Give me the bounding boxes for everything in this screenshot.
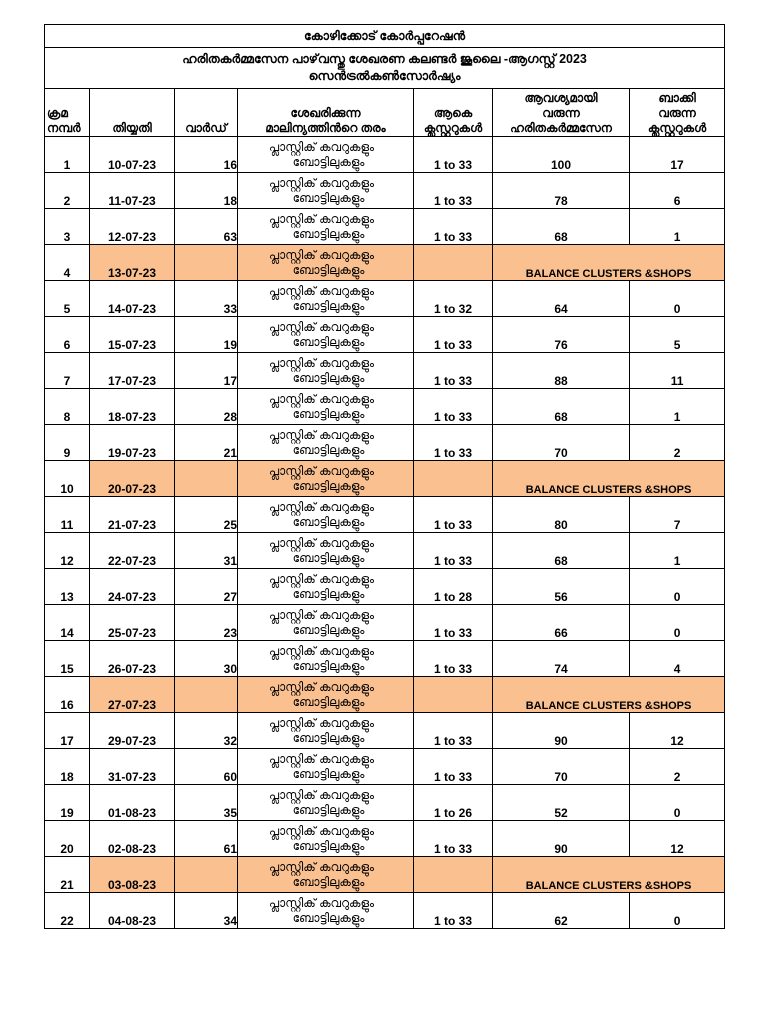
serial-number-cell: 14: [45, 605, 90, 641]
title-row: [45, 25, 725, 48]
waste-type-line-2: ബോട്ടിലുകളും: [292, 622, 365, 637]
serial-number-cell: 17: [45, 713, 90, 749]
table-row: [45, 281, 725, 317]
total-clusters-cell: [414, 461, 493, 497]
waste-type-line-2: ബോട്ടിലുകളും: [292, 802, 365, 817]
remaining-clusters-cell: 7: [630, 497, 725, 533]
table-row: [45, 461, 725, 497]
waste-type-line-1: പ്ലാസ്റ്റിക് കവറുകളും: [268, 463, 375, 478]
table-row: [45, 605, 725, 641]
ward-cell: [175, 857, 238, 893]
subtitle-line-1: ഹരിതകർമ്മസേന പാഴ്‌വസ്തു ശേഖരണ കലണ്ടർ ജൂലൈ -ആഗസ്റ്റ് 2023: [182, 52, 587, 66]
serial-number-cell: 10: [45, 461, 90, 497]
waste-type-cell: [238, 713, 414, 749]
remaining-clusters-cell: 5: [630, 317, 725, 353]
remaining-clusters-cell: 0: [630, 785, 725, 821]
table-row: [45, 353, 725, 389]
date-cell: 17-07-23: [90, 353, 175, 389]
ward-cell: 33: [175, 281, 238, 317]
total-clusters-cell: 1 to 33: [414, 533, 493, 569]
total-clusters-cell: 1 to 33: [414, 821, 493, 857]
header-row: [45, 89, 725, 137]
table-row: [45, 389, 725, 425]
waste-type-cell: [238, 749, 414, 785]
total-clusters-cell: 1 to 32: [414, 281, 493, 317]
column-header-date: തിയ്യതി: [90, 89, 175, 137]
waste-type-line-2: ബോട്ടിലുകളും: [292, 910, 365, 925]
date-cell: 14-07-23: [90, 281, 175, 317]
table-row: [45, 821, 725, 857]
waste-type-line-1: പ്ലാസ്റ്റിക് കവറുകളും: [268, 247, 375, 262]
serial-number-cell: 4: [45, 245, 90, 281]
serial-number-cell: 7: [45, 353, 90, 389]
total-clusters-cell: 1 to 33: [414, 713, 493, 749]
required-hks-cell: 62: [493, 893, 630, 929]
waste-type-line-2: ബോട്ടിലുകളും: [292, 334, 365, 349]
waste-type-line-2: ബോട്ടിലുകളും: [292, 298, 365, 313]
balance-clusters-shops-cell: BALANCE CLUSTERS &SHOPS: [493, 461, 725, 497]
waste-type-line-1: പ്ലാസ്റ്റിക് കവറുകളും: [268, 391, 375, 406]
waste-type-line-1: പ്ലാസ്റ്റിക് കവറുകളും: [268, 751, 375, 766]
waste-type-cell: [238, 677, 414, 713]
waste-type-cell: [238, 353, 414, 389]
waste-type-cell: [238, 245, 414, 281]
remaining-clusters-cell: 0: [630, 569, 725, 605]
total-clusters-cell: 1 to 33: [414, 497, 493, 533]
waste-type-cell: [238, 173, 414, 209]
column-header-remaining-clusters: ബാക്കി വരുന്ന ക്ലസ്റ്ററുകൾ: [630, 89, 725, 137]
ward-cell: 35: [175, 785, 238, 821]
required-hks-cell: 90: [493, 821, 630, 857]
balance-clusters-shops-cell: BALANCE CLUSTERS &SHOPS: [493, 857, 725, 893]
remaining-clusters-cell: 2: [630, 749, 725, 785]
serial-number-cell: 3: [45, 209, 90, 245]
remaining-clusters-cell: 17: [630, 137, 725, 173]
required-hks-cell: 100: [493, 137, 630, 173]
table-row: [45, 137, 725, 173]
table-row: [45, 893, 725, 929]
column-header-total-clusters: ആകെ ക്ലസ്റ്ററുകൾ: [414, 89, 493, 137]
table-row: [45, 533, 725, 569]
ward-cell: [175, 461, 238, 497]
waste-type-line-2: ബോട്ടിലുകളും: [292, 406, 365, 421]
required-hks-cell: 68: [493, 209, 630, 245]
waste-type-line-1: പ്ലാസ്റ്റിക് കവറുകളും: [268, 175, 375, 190]
date-cell: 04-08-23: [90, 893, 175, 929]
required-hks-cell: 64: [493, 281, 630, 317]
required-hks-cell: 74: [493, 641, 630, 677]
waste-type-line-2: ബോട്ടിലുകളും: [292, 838, 365, 853]
waste-type-line-1: പ്ലാസ്റ്റിക് കവറുകളും: [268, 859, 375, 874]
column-header-serial: ക്രമ നമ്പർ: [45, 89, 90, 137]
ward-cell: 27: [175, 569, 238, 605]
date-cell: 26-07-23: [90, 641, 175, 677]
ward-cell: 31: [175, 533, 238, 569]
total-clusters-cell: 1 to 33: [414, 641, 493, 677]
waste-type-cell: [238, 821, 414, 857]
column-header-required-hks: ആവശ്യമായി വരുന്ന ഹരിതകർമ്മസേന: [493, 89, 630, 137]
date-cell: 24-07-23: [90, 569, 175, 605]
serial-number-cell: 16: [45, 677, 90, 713]
date-cell: 25-07-23: [90, 605, 175, 641]
total-clusters-cell: 1 to 33: [414, 353, 493, 389]
remaining-clusters-cell: 12: [630, 821, 725, 857]
collection-calendar-table: [44, 24, 725, 929]
remaining-clusters-cell: 1: [630, 533, 725, 569]
serial-number-cell: 11: [45, 497, 90, 533]
waste-type-cell: [238, 569, 414, 605]
total-clusters-cell: 1 to 33: [414, 893, 493, 929]
remaining-clusters-cell: 0: [630, 893, 725, 929]
serial-number-cell: 1: [45, 137, 90, 173]
remaining-clusters-cell: 1: [630, 389, 725, 425]
waste-type-line-1: പ്ലാസ്റ്റിക് കവറുകളും: [268, 895, 375, 910]
date-cell: 21-07-23: [90, 497, 175, 533]
waste-type-line-2: ബോട്ടിലുകളും: [292, 874, 365, 889]
table-row: [45, 569, 725, 605]
ward-cell: 30: [175, 641, 238, 677]
date-cell: 01-08-23: [90, 785, 175, 821]
waste-type-line-1: പ്ലാസ്റ്റിക് കവറുകളും: [268, 787, 375, 802]
waste-type-line-1: പ്ലാസ്റ്റിക് കവറുകളും: [268, 211, 375, 226]
waste-type-cell: [238, 281, 414, 317]
waste-type-cell: [238, 641, 414, 677]
ward-cell: 16: [175, 137, 238, 173]
column-header-ward: വാർഡ്: [175, 89, 238, 137]
waste-type-line-1: പ്ലാസ്റ്റിക് കവറുകളും: [268, 427, 375, 442]
required-hks-cell: 76: [493, 317, 630, 353]
waste-type-line-2: ബോട്ടിലുകളും: [292, 766, 365, 781]
ward-cell: 60: [175, 749, 238, 785]
waste-type-cell: [238, 137, 414, 173]
date-cell: 11-07-23: [90, 173, 175, 209]
remaining-clusters-cell: 0: [630, 605, 725, 641]
waste-type-line-1: പ്ലാസ്റ്റിക് കവറുകളും: [268, 355, 375, 370]
waste-type-line-1: പ്ലാസ്റ്റിക് കവറുകളും: [268, 535, 375, 550]
serial-number-cell: 12: [45, 533, 90, 569]
date-cell: 12-07-23: [90, 209, 175, 245]
waste-type-cell: [238, 317, 414, 353]
column-header-waste-type: ശേഖരിക്കുന്ന മാലിന്യത്തിൻറെ തരം: [238, 89, 414, 137]
waste-type-cell: [238, 425, 414, 461]
table-row: [45, 497, 725, 533]
date-cell: 20-07-23: [90, 461, 175, 497]
ward-cell: 28: [175, 389, 238, 425]
document-title: കോഴിക്കോട് കോർപ്പറേഷൻ: [45, 25, 725, 48]
date-cell: 03-08-23: [90, 857, 175, 893]
required-hks-cell: 52: [493, 785, 630, 821]
date-cell: 18-07-23: [90, 389, 175, 425]
ward-cell: [175, 677, 238, 713]
table-row: [45, 209, 725, 245]
serial-number-cell: 22: [45, 893, 90, 929]
balance-clusters-shops-cell: BALANCE CLUSTERS &SHOPS: [493, 245, 725, 281]
remaining-clusters-cell: 4: [630, 641, 725, 677]
serial-number-cell: 15: [45, 641, 90, 677]
ward-cell: 63: [175, 209, 238, 245]
remaining-clusters-cell: 6: [630, 173, 725, 209]
waste-type-cell: [238, 497, 414, 533]
ward-cell: 61: [175, 821, 238, 857]
subtitle-line-2: സെൻട്രൽകൺസോർഷ്യം: [308, 69, 461, 83]
remaining-clusters-cell: 12: [630, 713, 725, 749]
waste-type-line-2: ബോട്ടിലുകളും: [292, 478, 365, 493]
table-row: [45, 713, 725, 749]
waste-type-line-1: പ്ലാസ്റ്റിക് കവറുകളും: [268, 283, 375, 298]
total-clusters-cell: 1 to 28: [414, 569, 493, 605]
waste-type-line-2: ബോട്ടിലുകളും: [292, 262, 365, 277]
serial-number-cell: 9: [45, 425, 90, 461]
table-row: [45, 677, 725, 713]
date-cell: 31-07-23: [90, 749, 175, 785]
total-clusters-cell: [414, 245, 493, 281]
waste-type-line-1: പ്ലാസ്റ്റിക് കവറുകളും: [268, 643, 375, 658]
date-cell: 13-07-23: [90, 245, 175, 281]
table-row: [45, 749, 725, 785]
ward-cell: 32: [175, 713, 238, 749]
total-clusters-cell: 1 to 33: [414, 317, 493, 353]
document-subtitle: [45, 48, 725, 89]
serial-number-cell: 6: [45, 317, 90, 353]
serial-number-cell: 5: [45, 281, 90, 317]
serial-number-cell: 8: [45, 389, 90, 425]
serial-number-cell: 21: [45, 857, 90, 893]
serial-number-cell: 13: [45, 569, 90, 605]
waste-type-cell: [238, 533, 414, 569]
waste-type-line-2: ബോട്ടിലുകളും: [292, 154, 365, 169]
ward-cell: 25: [175, 497, 238, 533]
required-hks-cell: 78: [493, 173, 630, 209]
waste-type-cell: [238, 893, 414, 929]
waste-type-cell: [238, 785, 414, 821]
total-clusters-cell: 1 to 33: [414, 605, 493, 641]
waste-type-line-2: ബോട്ടിലുകളും: [292, 658, 365, 673]
waste-type-line-1: പ്ലാസ്റ്റിക് കവറുകളും: [268, 139, 375, 154]
ward-cell: 18: [175, 173, 238, 209]
date-cell: 02-08-23: [90, 821, 175, 857]
date-cell: 15-07-23: [90, 317, 175, 353]
waste-type-line-1: പ്ലാസ്റ്റിക് കവറുകളും: [268, 499, 375, 514]
date-cell: 22-07-23: [90, 533, 175, 569]
subtitle-row: [45, 48, 725, 89]
table-row: [45, 641, 725, 677]
total-clusters-cell: 1 to 33: [414, 749, 493, 785]
remaining-clusters-cell: 0: [630, 281, 725, 317]
balance-clusters-shops-cell: BALANCE CLUSTERS &SHOPS: [493, 677, 725, 713]
ward-cell: 17: [175, 353, 238, 389]
serial-number-cell: 18: [45, 749, 90, 785]
serial-number-cell: 19: [45, 785, 90, 821]
required-hks-cell: 68: [493, 389, 630, 425]
waste-type-cell: [238, 857, 414, 893]
total-clusters-cell: 1 to 33: [414, 137, 493, 173]
waste-type-cell: [238, 461, 414, 497]
required-hks-cell: 70: [493, 749, 630, 785]
waste-type-line-2: ബോട്ടിലുകളും: [292, 442, 365, 457]
serial-number-cell: 20: [45, 821, 90, 857]
total-clusters-cell: [414, 857, 493, 893]
waste-type-cell: [238, 209, 414, 245]
waste-type-line-1: പ്ലാസ്റ്റിക് കവറുകളും: [268, 679, 375, 694]
date-cell: 29-07-23: [90, 713, 175, 749]
ward-cell: 34: [175, 893, 238, 929]
waste-type-cell: [238, 605, 414, 641]
table-row: [45, 785, 725, 821]
table-body: [45, 137, 725, 929]
date-cell: 27-07-23: [90, 677, 175, 713]
table-row: [45, 425, 725, 461]
required-hks-cell: 88: [493, 353, 630, 389]
serial-number-cell: 2: [45, 173, 90, 209]
waste-type-cell: [238, 389, 414, 425]
waste-type-line-2: ബോട്ടിലുകളും: [292, 586, 365, 601]
total-clusters-cell: 1 to 33: [414, 389, 493, 425]
waste-type-line-1: പ്ലാസ്റ്റിക് കവറുകളും: [268, 571, 375, 586]
table-row: [45, 857, 725, 893]
ward-cell: 19: [175, 317, 238, 353]
waste-type-line-2: ബോട്ടിലുകളും: [292, 514, 365, 529]
remaining-clusters-cell: 11: [630, 353, 725, 389]
waste-type-line-1: പ്ലാസ്റ്റിക് കവറുകളും: [268, 715, 375, 730]
date-cell: 19-07-23: [90, 425, 175, 461]
waste-type-line-2: ബോട്ടിലുകളും: [292, 730, 365, 745]
waste-type-line-1: പ്ലാസ്റ്റിക് കവറുകളും: [268, 823, 375, 838]
remaining-clusters-cell: 1: [630, 209, 725, 245]
required-hks-cell: 70: [493, 425, 630, 461]
table-row: [45, 317, 725, 353]
ward-cell: [175, 245, 238, 281]
required-hks-cell: 90: [493, 713, 630, 749]
table-row: [45, 245, 725, 281]
remaining-clusters-cell: 2: [630, 425, 725, 461]
waste-type-line-1: പ്ലാസ്റ്റിക് കവറുകളും: [268, 607, 375, 622]
waste-type-line-2: ബോട്ടിലുകളും: [292, 226, 365, 241]
required-hks-cell: 66: [493, 605, 630, 641]
total-clusters-cell: [414, 677, 493, 713]
ward-cell: 21: [175, 425, 238, 461]
waste-type-line-1: പ്ലാസ്റ്റിക് കവറുകളും: [268, 319, 375, 334]
total-clusters-cell: 1 to 33: [414, 425, 493, 461]
table-row: [45, 173, 725, 209]
waste-type-line-2: ബോട്ടിലുകളും: [292, 550, 365, 565]
total-clusters-cell: 1 to 33: [414, 173, 493, 209]
total-clusters-cell: 1 to 33: [414, 209, 493, 245]
waste-type-line-2: ബോട്ടിലുകളും: [292, 694, 365, 709]
required-hks-cell: 80: [493, 497, 630, 533]
total-clusters-cell: 1 to 26: [414, 785, 493, 821]
required-hks-cell: 56: [493, 569, 630, 605]
required-hks-cell: 68: [493, 533, 630, 569]
waste-type-line-2: ബോട്ടിലുകളും: [292, 370, 365, 385]
waste-type-line-2: ബോട്ടിലുകളും: [292, 190, 365, 205]
ward-cell: 23: [175, 605, 238, 641]
date-cell: 10-07-23: [90, 137, 175, 173]
